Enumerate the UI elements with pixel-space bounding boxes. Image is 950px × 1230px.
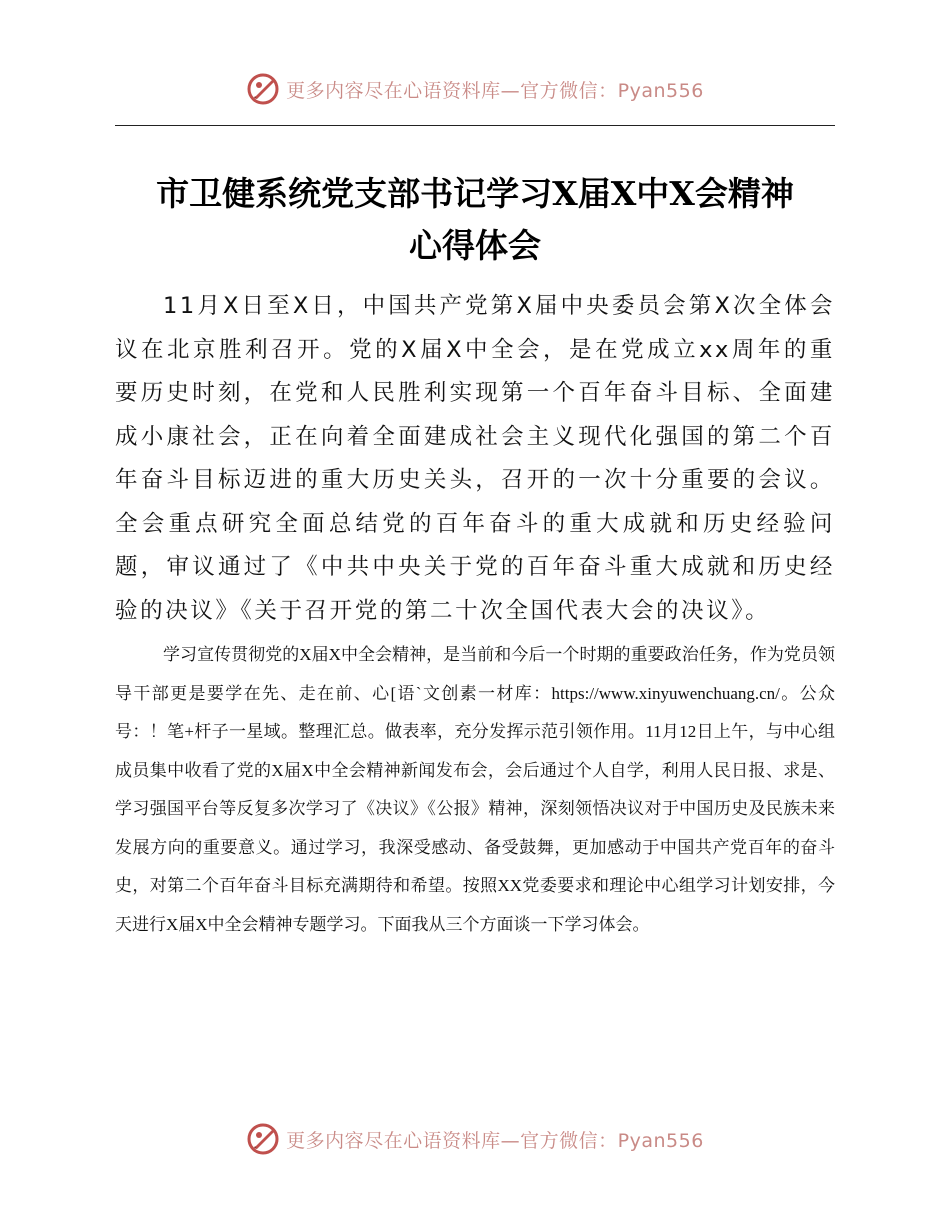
- footer-watermark: [0, 1122, 950, 1156]
- body-paragraph-1: 11月X日至X日，中国共产党第X届中央委员会第X次全体会议在北京胜利召开。党的X届X中全会，是在党成立xx周年的重要历史时刻，在党和人民胜利实现第一个百年奋斗目标、全面建成小康社会，正在向着全面建成社会主义现代化强国的第二个百年奋斗目标迈进的重大历史关头，召开的一次十分重要的会议。全会重点研究全面总结党的百年奋斗的重大成就和历史经验问题，审议通过了《中共中央关于党的百年奋斗重大成就和历史经验的决议》《关于召开党的第二十次全国代表大会的决议》。: [115, 293, 835, 624]
- watermark-text: 更多内容尽在心语资料库—官方微信：Pyan556: [286, 79, 704, 102]
- title-line-1: 市卫健系统党支部书记学习X届X中X会精神: [156, 174, 794, 213]
- document-title: [115, 168, 835, 272]
- title-line-2: 心得体会: [409, 226, 541, 265]
- header-watermark: [0, 72, 950, 106]
- header-divider: [115, 125, 835, 126]
- quill-seal-icon: [246, 72, 280, 106]
- watermark-text: 更多内容尽在心语资料库—官方微信：Pyan556: [286, 1129, 704, 1152]
- quill-seal-icon: [246, 1122, 280, 1156]
- body-paragraph-2: 学习宣传贯彻党的X届X中全会精神，是当前和今后一个时期的重要政治任务，作为党员领导干部更是要学在先、走在前、心[语`文创素一材库：https://www.xinyuwenchuang.cn/。公众号：！笔+杆子一星域。整理汇总。做表率，充分发挥示范引领作用。11月12日上午，与中心组成员集中收看了党的X届X中全会精神新闻发布会，会后通过个人自学，利用人民日报、求是、学习强国平台等反复多次学习了《决议》《公报》精神，深刻领悟决议对于中国历史及民族未来发展方向的重要意义。通过学习，我深受感动、备受鼓舞，更加感动于中国共产党百年的奋斗史，对第二个百年奋斗目标充满期待和希望。按照XX党委要求和理论中心组学习计划安排，今天进行X届X中全会精神专题学习。下面我从三个方面谈一下学习体会。: [115, 645, 835, 934]
